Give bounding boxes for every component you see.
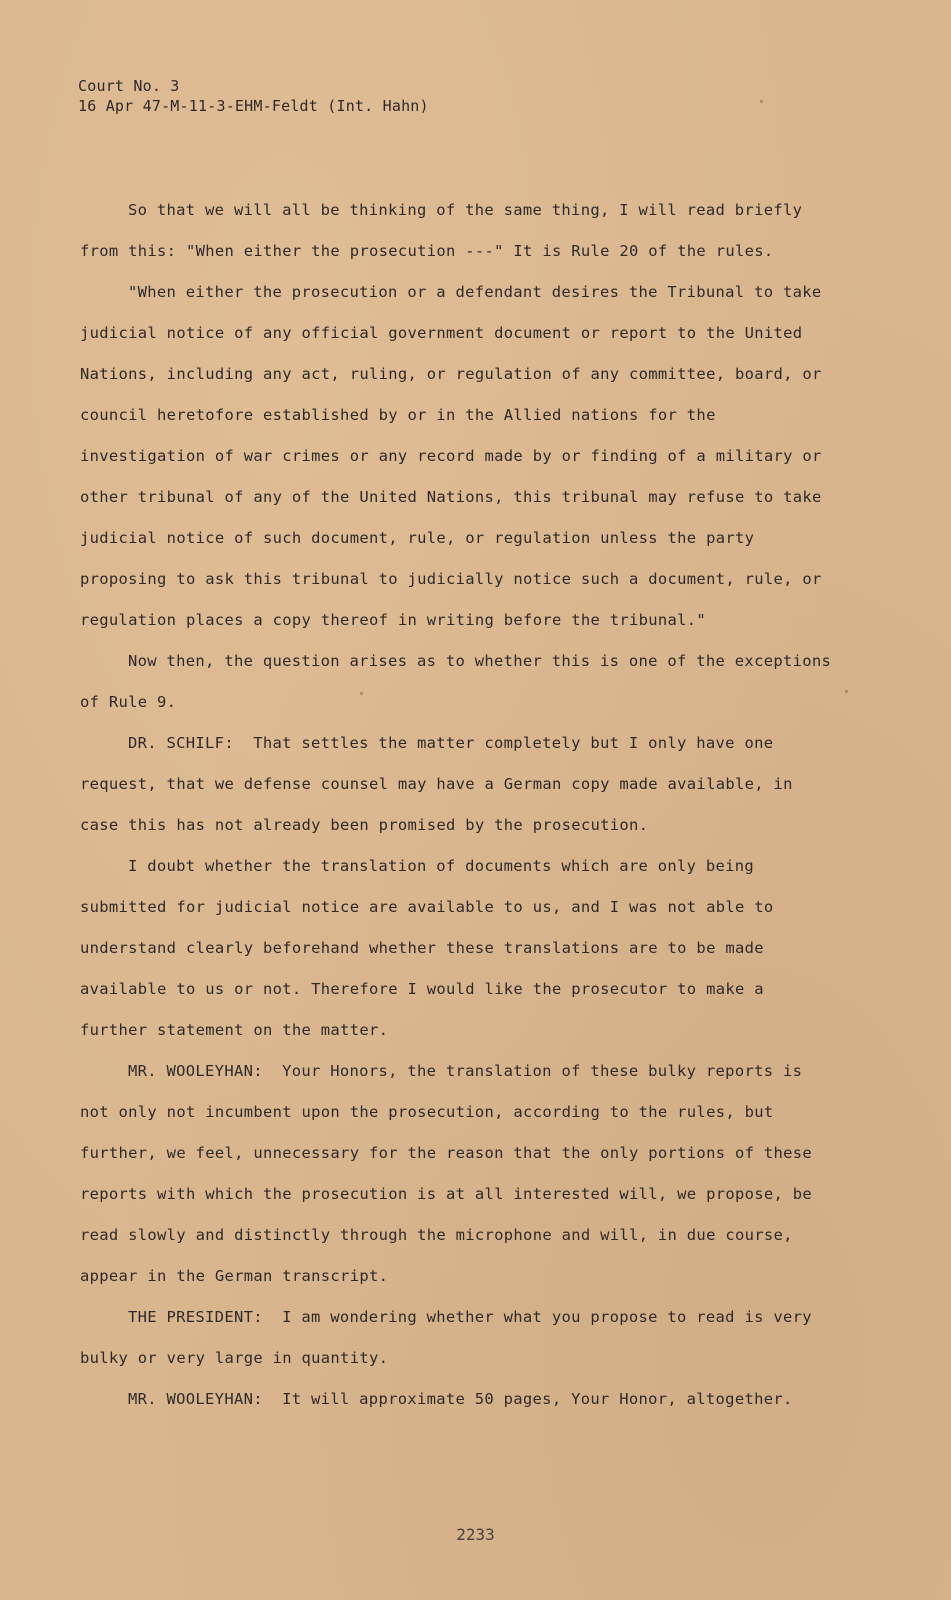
paragraph-text: "When either the prosecution or a defendant desires the Tribunal to take judicial notice of any official government document or report to the United Nations, including any act, ruling, or regulation of any committee, board, or council heretofore established by or in the Allied nations for the investigation of war crimes or any record made by or finding of a military or other tribunal of any of the United Nations, this tribunal may refuse to take judicial notice of such document, rule, or regulation unless the party proposing to ask this tribunal to judicially notice such a document, rule, or regulation places a copy thereof in writing before the tribunal." xyxy=(80,283,822,629)
session-reference: 16 Apr 47-M-11-3-EHM-Feldt (Int. Hahn) xyxy=(78,97,429,115)
paragraph-text: I doubt whether the translation of documents which are only being submitted for judicial notice are available to us, and I was not able to understand clearly beforehand whether these translations are to be made available to us or not. Therefore I would like the prosecutor to make a further statement on the matter. xyxy=(80,857,774,1039)
paragraph-text: It will approximate 50 pages, Your Honor, altogether. xyxy=(282,1390,793,1408)
transcript-paragraph xyxy=(80,1379,840,1420)
paragraph-text: So that we will all be thinking of the same thing, I will read briefly from this: "When either the prosecution ---" It is Rule 20 of the rules. xyxy=(80,201,803,260)
speaker-name: THE PRESIDENT: xyxy=(128,1308,263,1326)
transcript-paragraph xyxy=(80,272,840,641)
transcript-body xyxy=(80,190,840,1420)
transcript-paragraph xyxy=(80,723,840,846)
paragraph-text: Now then, the question arises as to whether this is one of the exceptions of Rule 9. xyxy=(80,652,832,711)
document-header xyxy=(78,76,429,116)
paragraph-text: Your Honors, the translation of these bulky reports is not only not incumbent upon the prosecution, according to the rules, but further, we feel, unnecessary for the reason that the only portions of these reports with which the prosecution is at all interested will, we propose, be read slowly and distinctly through the microphone and will, in due course, appear in the German transcript. xyxy=(80,1062,813,1285)
paper-speck xyxy=(845,690,848,693)
speaker-name: MR. WOOLEYHAN: xyxy=(128,1062,263,1080)
court-number: Court No. 3 xyxy=(78,77,180,95)
speaker-name: MR. WOOLEYHAN: xyxy=(128,1390,263,1408)
transcript-paragraph xyxy=(80,846,840,1051)
transcript-paragraph xyxy=(80,1297,840,1379)
transcript-paragraph xyxy=(80,641,840,723)
paragraph-text: That settles the matter completely but I only have one request, that we defense counsel may have a German copy made available, in case this has not already been promised by the prosecution. xyxy=(80,734,793,834)
paragraph-text: I am wondering whether what you propose to read is very bulky or very large in quantity. xyxy=(80,1308,812,1367)
transcript-paragraph xyxy=(80,190,840,272)
transcript-paragraph xyxy=(80,1051,840,1297)
speaker-name: DR. SCHILF: xyxy=(128,734,234,752)
paper-speck xyxy=(760,100,763,103)
page-number: 2233 xyxy=(456,1525,495,1544)
paper-speck xyxy=(360,692,363,695)
